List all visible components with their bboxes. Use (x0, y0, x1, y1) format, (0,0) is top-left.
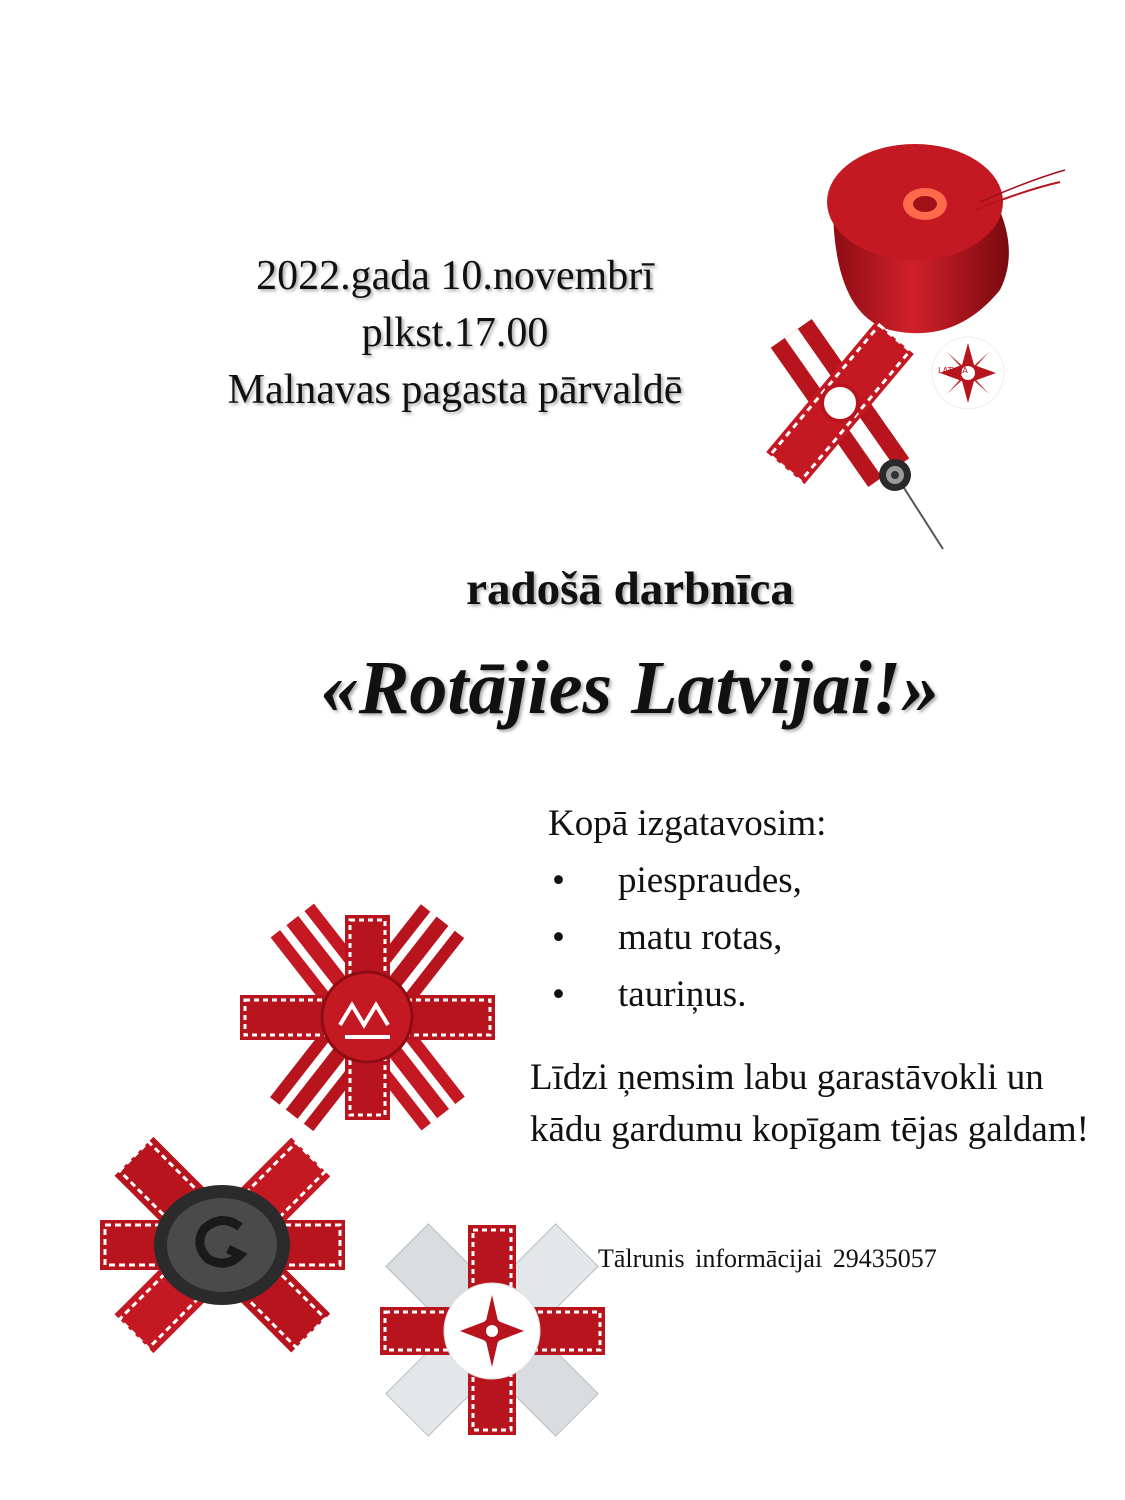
workshop-title: radošā darbnīca (466, 563, 794, 615)
bullet: • (552, 860, 565, 901)
rosette-star-illustration (380, 1225, 605, 1435)
badge-label: LATVIJA (938, 366, 968, 375)
event-time: plkst.17.00 (361, 310, 549, 356)
activity-label: tauriņus. (618, 974, 747, 1015)
rosette-cross-illustration (240, 915, 495, 1120)
latvija-badge (930, 335, 1006, 411)
activity-label: piespraudes, (618, 860, 802, 901)
activity-label: matu rotas, (618, 917, 783, 958)
activities-intro: Kopā izgatavosim: (548, 803, 827, 844)
bullet: • (552, 974, 565, 1015)
contact-phone: Tālrunis informācijai 29435057 (598, 1244, 937, 1273)
event-date: 2022.gada 10.novembrī (256, 253, 654, 299)
bullet: • (552, 917, 565, 958)
closing-text: Līdzi ņemsim labu garastāvokli un kādu gardumu kopīgam tējas galdam! (530, 1057, 1089, 1150)
rosette-brooch-illustration (100, 1145, 345, 1345)
event-info (160, 248, 750, 419)
main-title: «Rotājies Latvijai!» (320, 646, 940, 730)
pin-icon (875, 455, 955, 555)
event-place: Malnavas pagasta pārvaldē (227, 367, 683, 413)
